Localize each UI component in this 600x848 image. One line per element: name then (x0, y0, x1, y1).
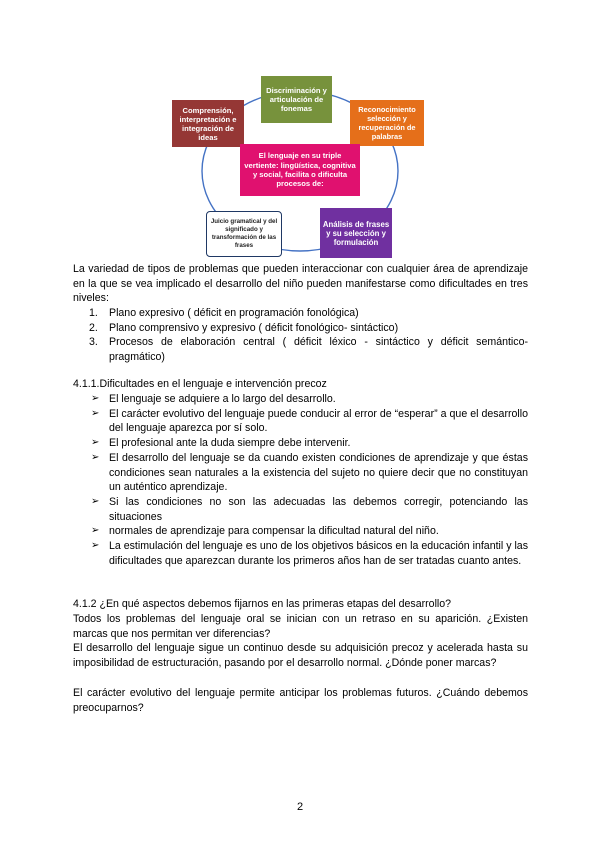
box-discriminacion (261, 76, 332, 123)
arrow-bullet-icon: ➢ (91, 437, 100, 449)
bullet-text: El lenguaje se adquiere a lo largo del desarrollo. (109, 393, 336, 405)
paragraph-2: El desarrollo del lenguaje sigue un continuo desde su adquisición precoz y acelerada hasta su imposibilidad de estructuración, pasando por el desarrollo normal. ¿Dónde poner marcas? (73, 642, 528, 669)
arrow-bullet-icon: ➢ (91, 451, 100, 463)
arrow-bullet-icon: ➢ (91, 525, 100, 537)
box-analisis-text: Análisis de frases y su selección y formulación (322, 219, 390, 247)
arrow-bullet-icon: ➢ (91, 407, 100, 419)
bullet-item (91, 495, 528, 524)
paragraph-3: El carácter evolutivo del lenguaje permite anticipar los problemas futuros. ¿Cuándo debemos preocuparnos? (73, 687, 528, 714)
level-item (89, 306, 528, 321)
box-center-lenguaje (240, 144, 360, 196)
language-diagram (160, 66, 440, 262)
bullet-text: El carácter evolutivo del lenguaje puede conducir al error de “esperar” a que el desarrollo del lenguaje aparezca por sí solo. (109, 407, 528, 435)
bullet-text: El profesional ante la duda siempre debe intervenir. (109, 437, 351, 450)
box-comprension (172, 100, 244, 147)
box-discriminacion-text: Discriminación y articulación de fonemas (266, 86, 327, 113)
bullet-text: normales de aprendizaje para compensar la dificultad natural del niño. (109, 525, 439, 538)
bullet-text: Si las condiciones no son las adecuadas las debemos corregir, potenciando las situaciones (109, 495, 528, 523)
level-text: Plano comprensivo y expresivo ( déficit fonológico- sintáctico) (109, 321, 399, 334)
level-text: Procesos de elaboración central ( déficit léxico - sintáctico y déficit semántico-pragmático) (109, 336, 528, 364)
paragraph-1: Todos los problemas del lenguaje oral se inician con un retraso en su aparición. ¿Existen marcas que nos permitan ver diferencias? (73, 613, 528, 640)
bullet-item (91, 436, 528, 451)
bullet-item (91, 539, 528, 568)
box-center-text: El lenguaje en su triple vertiente: lingüística, cognitiva y social, facilita o dificulta procesos de: (244, 151, 356, 189)
bullet-item (91, 524, 528, 539)
bullet-item (91, 407, 528, 436)
arrow-bullet-icon: ➢ (91, 540, 100, 552)
box-juicio-text: Juicio gramatical y del significado y transformación de las frases (210, 218, 278, 249)
level-number: 1. (89, 307, 98, 319)
bullet-text: El desarrollo del lenguaje se da cuando existen condiciones de aprendizaje y que éstas condiciones sean naturales a la existencia del sujeto no quiere decir que no constituyan un auténtico aprendizaje. (109, 451, 528, 494)
box-juicio (206, 211, 282, 257)
arrow-bullet-icon: ➢ (91, 495, 100, 507)
page-number: 2 (296, 801, 304, 813)
level-item (89, 321, 528, 336)
bullet-list (91, 392, 528, 568)
arrow-bullet-icon: ➢ (91, 393, 100, 404)
level-number: 3. (89, 336, 98, 349)
intro-paragraph: La variedad de tipos de problemas que pueden interaccionar con cualquier área de aprendizaje en la que se vea implicado el desarrollo del niño pueden manifestarse como dificultades en tres niveles: (73, 263, 528, 305)
section-heading-4-1-1: 4.1.1.Dificultades en el lenguaje e intervención precoz (73, 378, 327, 390)
box-comprension-text: Comprensión, interpretación e integración de ideas (179, 105, 237, 142)
bullet-item (91, 451, 528, 495)
levels-list (89, 306, 528, 365)
bullet-item (91, 392, 528, 407)
level-text: Plano expresivo ( déficit en programación fonológica) (109, 307, 359, 319)
box-reconocimiento (350, 100, 424, 146)
box-analisis (320, 208, 392, 258)
bullet-text: La estimulación del lenguaje es uno de los objetivos básicos en la educación infantil y las dificultades que aparezcan durante los primeros años han de ser tratadas cuanto antes. (109, 540, 528, 567)
level-number: 2. (89, 321, 98, 334)
section-heading-4-1-2: 4.1.2 ¿En qué aspectos debemos fijarnos en las primeras etapas del desarrollo? (73, 598, 452, 610)
box-reconocimiento-text: Reconocimiento selección y recuperación de palabras (358, 105, 416, 141)
level-item (89, 335, 528, 364)
